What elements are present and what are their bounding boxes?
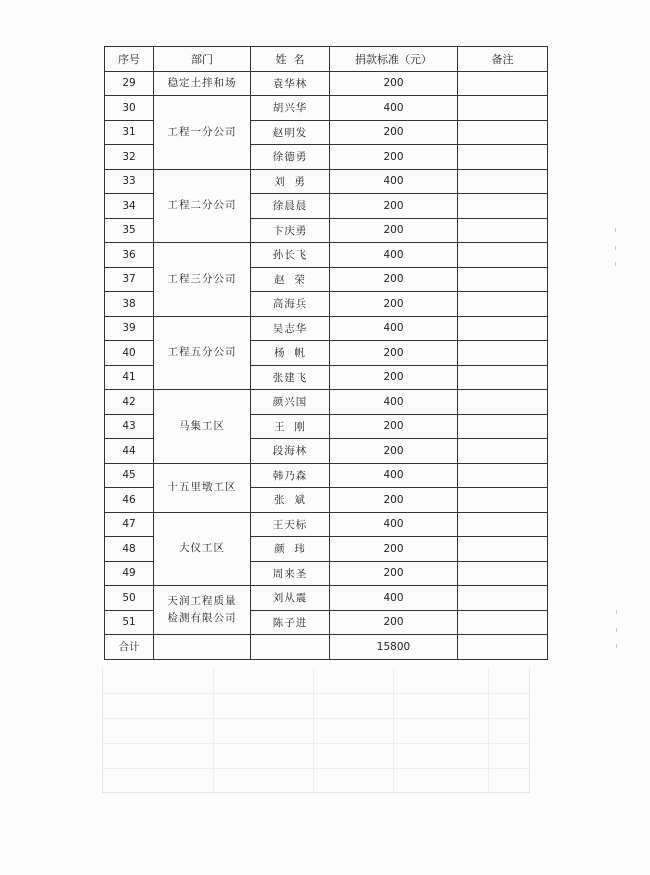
cell-name: 韩乃森: [251, 463, 330, 488]
cell-dept: 天润工程质量 检测有限公司: [154, 586, 251, 635]
cell-dept: 十五里墩工区: [154, 463, 251, 512]
cell-remark: [458, 610, 548, 635]
cell-name: 陈子进: [251, 610, 330, 635]
cell-amount: 400: [330, 96, 458, 121]
cell-amount: 200: [330, 537, 458, 562]
cell-name: 孙长飞: [251, 243, 330, 268]
total-empty-cell: [251, 635, 330, 660]
cell-seq: 39: [105, 316, 154, 341]
cell-dept: 工程五分公司: [154, 316, 251, 390]
scan-speck: [615, 262, 616, 266]
cell-remark: [458, 194, 548, 219]
donation-table: [104, 46, 548, 660]
cell-amount: 400: [330, 316, 458, 341]
cell-seq: 35: [105, 218, 154, 243]
cell-dept: 工程三分公司: [154, 243, 251, 317]
bleed-through-table: [102, 668, 530, 793]
table-row: [105, 71, 548, 96]
header-seq: 序号: [105, 47, 154, 72]
cell-remark: [458, 512, 548, 537]
cell-remark: [458, 341, 548, 366]
cell-amount: 200: [330, 145, 458, 170]
cell-remark: [458, 537, 548, 562]
cell-seq: 33: [105, 169, 154, 194]
cell-seq: 49: [105, 561, 154, 586]
cell-name: 张 斌: [251, 488, 330, 513]
cell-remark: [458, 267, 548, 292]
cell-remark: [458, 463, 548, 488]
cell-amount: 400: [330, 243, 458, 268]
cell-seq: 46: [105, 488, 154, 513]
cell-name: 张建飞: [251, 365, 330, 390]
cell-seq: 42: [105, 390, 154, 415]
total-amount: 15800: [330, 635, 458, 660]
cell-name: 王 刚: [251, 414, 330, 439]
table-row: [105, 463, 548, 488]
cell-amount: 200: [330, 439, 458, 464]
cell-remark: [458, 488, 548, 513]
cell-remark: [458, 218, 548, 243]
table-row: [105, 512, 548, 537]
cell-seq: 40: [105, 341, 154, 366]
scan-speck: [616, 644, 617, 648]
cell-name: 高海兵: [251, 292, 330, 317]
cell-remark: [458, 439, 548, 464]
table-row: [105, 586, 548, 611]
scan-speck: [615, 228, 616, 232]
cell-seq: 31: [105, 120, 154, 145]
cell-name: 刘从震: [251, 586, 330, 611]
cell-amount: 200: [330, 341, 458, 366]
cell-seq: 37: [105, 267, 154, 292]
cell-remark: [458, 169, 548, 194]
cell-remark: [458, 390, 548, 415]
cell-amount: 400: [330, 169, 458, 194]
cell-amount: 200: [330, 267, 458, 292]
cell-remark: [458, 292, 548, 317]
cell-seq: 38: [105, 292, 154, 317]
table-row: [105, 243, 548, 268]
cell-name: 颜 玮: [251, 537, 330, 562]
cell-name: 周来圣: [251, 561, 330, 586]
cell-seq: 43: [105, 414, 154, 439]
cell-amount: 200: [330, 194, 458, 219]
cell-seq: 50: [105, 586, 154, 611]
cell-amount: 200: [330, 365, 458, 390]
scan-speck: [616, 610, 617, 614]
cell-name: 胡兴华: [251, 96, 330, 121]
cell-amount: 200: [330, 218, 458, 243]
table-body: [105, 71, 548, 635]
table-row: [105, 96, 548, 121]
cell-remark: [458, 414, 548, 439]
cell-seq: 30: [105, 96, 154, 121]
cell-name: 赵明发: [251, 120, 330, 145]
cell-remark: [458, 243, 548, 268]
cell-name: 袁华林: [251, 71, 330, 96]
cell-remark: [458, 71, 548, 96]
cell-remark: [458, 96, 548, 121]
cell-amount: 400: [330, 390, 458, 415]
cell-dept: 马集工区: [154, 390, 251, 464]
header-dept: 部门: [154, 47, 251, 72]
header-remark: 备注: [458, 47, 548, 72]
cell-seq: 47: [105, 512, 154, 537]
cell-amount: 200: [330, 488, 458, 513]
cell-seq: 34: [105, 194, 154, 219]
cell-amount: 400: [330, 512, 458, 537]
cell-seq: 45: [105, 463, 154, 488]
table-row: [105, 390, 548, 415]
total-label: 合计: [105, 635, 154, 660]
header-amount: 捐款标准（元）: [330, 47, 458, 72]
header-name: 姓 名: [251, 47, 330, 72]
cell-amount: 400: [330, 463, 458, 488]
cell-name: 赵 荣: [251, 267, 330, 292]
cell-name: 杨 帆: [251, 341, 330, 366]
cell-amount: 200: [330, 610, 458, 635]
cell-seq: 36: [105, 243, 154, 268]
cell-name: 卞庆勇: [251, 218, 330, 243]
cell-name: 刘 勇: [251, 169, 330, 194]
cell-amount: 200: [330, 292, 458, 317]
header-row: [105, 47, 548, 72]
cell-remark: [458, 120, 548, 145]
cell-remark: [458, 365, 548, 390]
cell-dept: 稳定土拌和场: [154, 71, 251, 96]
cell-remark: [458, 586, 548, 611]
cell-amount: 200: [330, 71, 458, 96]
cell-seq: 41: [105, 365, 154, 390]
cell-name: 王天标: [251, 512, 330, 537]
cell-seq: 29: [105, 71, 154, 96]
total-empty-cell: [458, 635, 548, 660]
cell-remark: [458, 561, 548, 586]
cell-seq: 48: [105, 537, 154, 562]
total-empty-cell: [154, 635, 251, 660]
cell-name: 徐晨晨: [251, 194, 330, 219]
total-row: [105, 635, 548, 660]
cell-amount: 200: [330, 120, 458, 145]
cell-remark: [458, 316, 548, 341]
cell-dept: 工程一分公司: [154, 96, 251, 170]
cell-name: 徐德勇: [251, 145, 330, 170]
cell-seq: 44: [105, 439, 154, 464]
scan-speck: [615, 246, 616, 250]
cell-amount: 400: [330, 586, 458, 611]
table-row: [105, 316, 548, 341]
cell-remark: [458, 145, 548, 170]
cell-amount: 200: [330, 414, 458, 439]
cell-seq: 51: [105, 610, 154, 635]
cell-name: 颜兴国: [251, 390, 330, 415]
scan-speck: [616, 628, 617, 632]
cell-amount: 200: [330, 561, 458, 586]
cell-name: 吴志华: [251, 316, 330, 341]
cell-dept: 大仪工区: [154, 512, 251, 586]
cell-name: 段海林: [251, 439, 330, 464]
cell-dept: 工程二分公司: [154, 169, 251, 243]
cell-seq: 32: [105, 145, 154, 170]
table-row: [105, 169, 548, 194]
